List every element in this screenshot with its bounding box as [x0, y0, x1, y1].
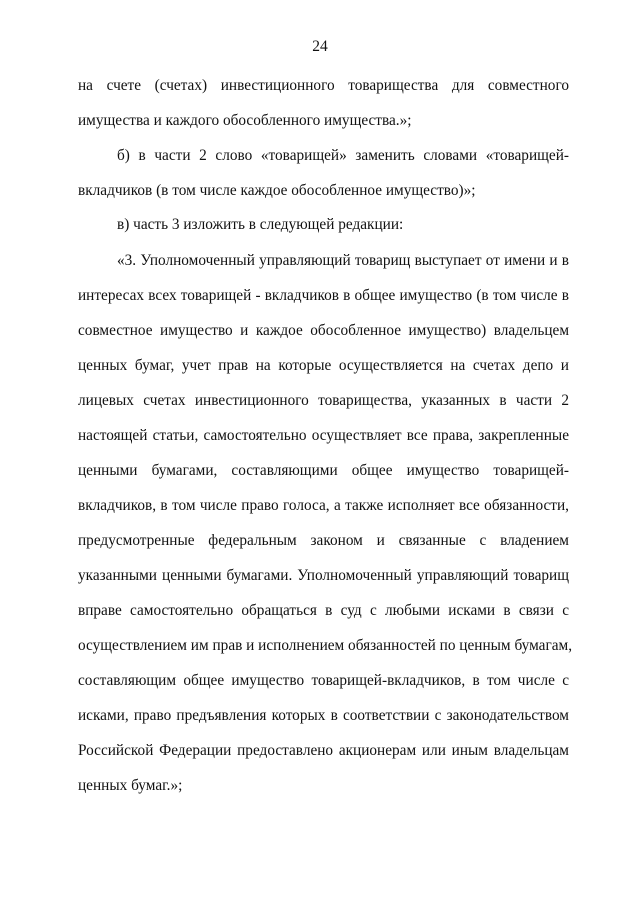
text-line: ценными бумагами, составляющими общее имущество товарищей-	[78, 462, 569, 479]
text-line: предусмотренные федеральным законом и связанные с владением	[78, 532, 569, 549]
text-line: указанными ценными бумагами. Уполномоченный управляющий товарищ	[78, 567, 569, 584]
text-line: совместное имущество и каждое обособленное имущество) владельцем	[78, 322, 569, 339]
page-number: 24	[312, 38, 328, 55]
text-line: интересах всех товарищей - вкладчиков в общее имущество (в том числе в	[78, 287, 569, 304]
text-line: вкладчиков (в том числе каждое обособленное имущество)»;	[78, 182, 476, 199]
text-line: б) в части 2 слово «товарищей» заменить словами «товарищей-	[117, 147, 569, 164]
text-line: имущества и каждого обособленного имущества.»;	[78, 112, 412, 129]
text-line: Российской Федерации предоставлено акционерам или иным владельцам	[78, 742, 569, 759]
text-line: ценных бумаг.»;	[78, 777, 183, 794]
text-line: в) часть 3 изложить в следующей редакции:	[117, 216, 404, 233]
text-line: вправе самостоятельно обращаться в суд с любыми исками в связи с	[78, 602, 569, 619]
text-line: осуществлением им прав и исполнением обязанностей по ценным бумагам,	[78, 637, 573, 654]
text-line: лицевых счетах инвестиционного товарищества, указанных в части 2	[78, 392, 569, 409]
text-line: вкладчиков, в том числе право голоса, а также исполняет все обязанности,	[78, 497, 569, 514]
text-line: «3. Уполномоченный управляющий товарищ выступает от имени и в	[117, 252, 569, 269]
text-line: ценных бумаг, учет прав на которые осуществляется на счетах депо и	[78, 357, 569, 374]
text-line: составляющим общее имущество товарищей-вкладчиков, в том числе с	[78, 672, 569, 689]
text-line: настоящей статьи, самостоятельно осуществляет все права, закрепленные	[78, 427, 569, 444]
text-line: на счете (счетах) инвестиционного товарищества для совместного	[78, 77, 569, 94]
text-line: исками, право предъявления которых в соответствии с законодательством	[78, 707, 569, 724]
